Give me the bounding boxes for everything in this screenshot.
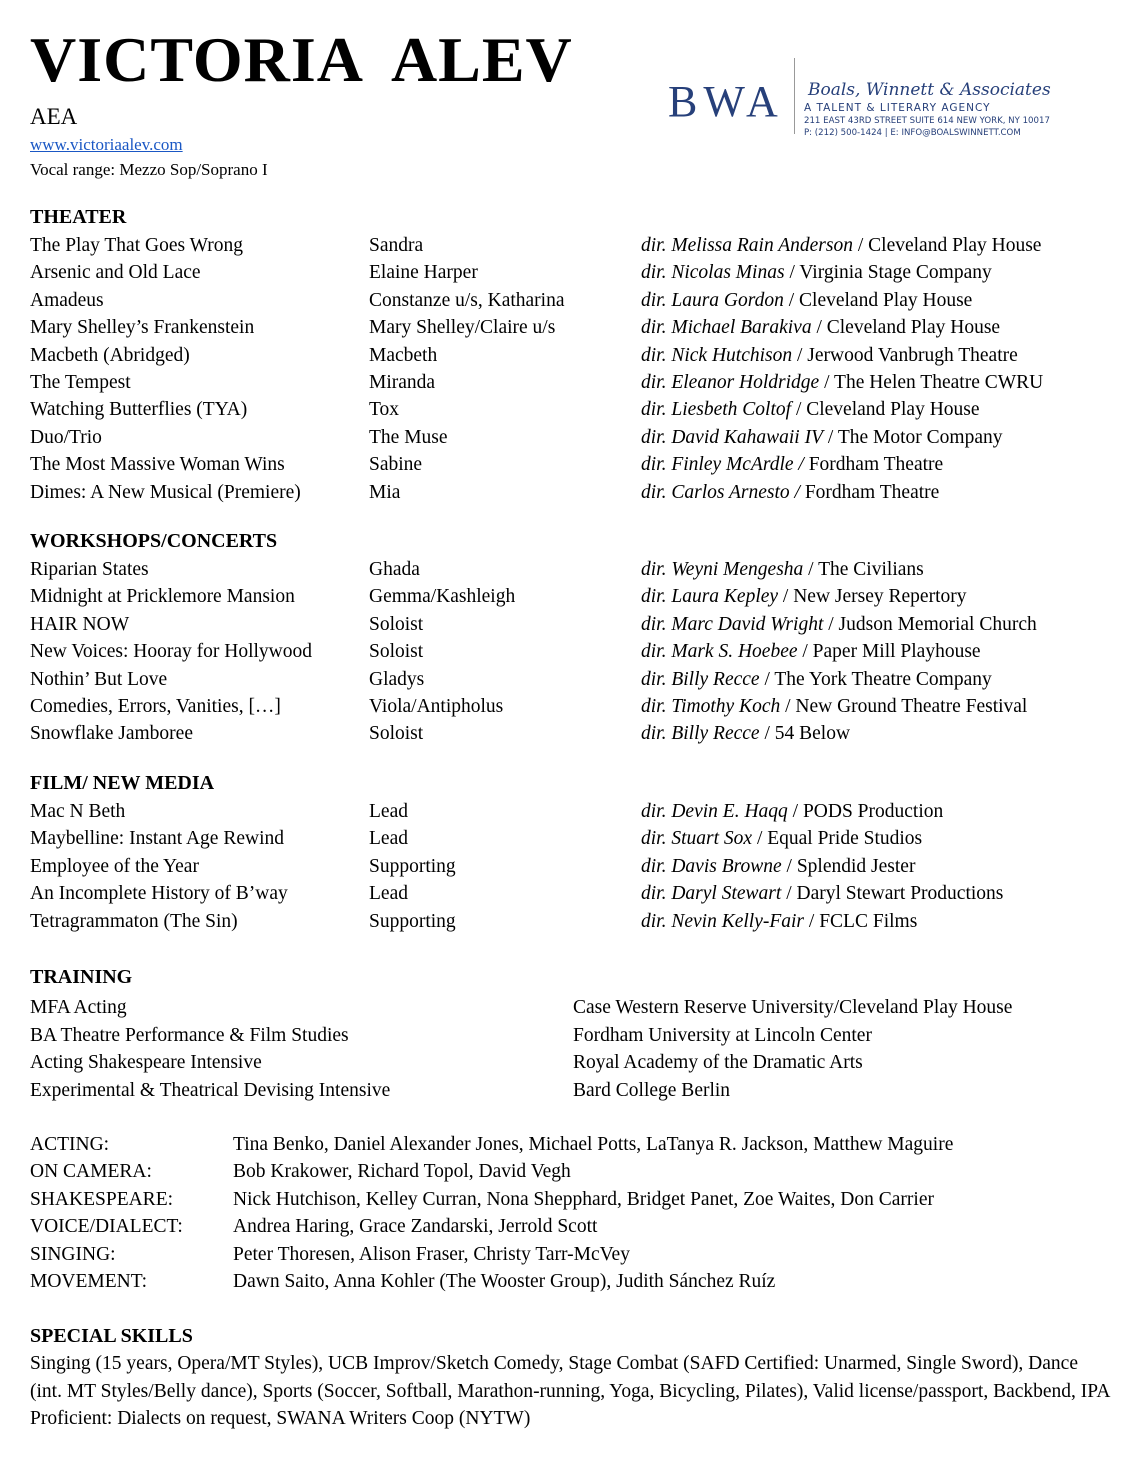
credit-title: Midnight at Pricklemore Mansion	[30, 586, 295, 608]
credit-role: Elaine Harper	[369, 262, 478, 284]
training-program: Acting Shakespeare Intensive	[30, 1052, 262, 1073]
credit-company: Fordham Theatre	[799, 481, 940, 503]
credit-director: dir. Billy Recce	[641, 723, 760, 745]
credit-row	[30, 556, 1130, 583]
credit-role: Constanze u/s, Katharina	[369, 289, 565, 311]
credit-role: Mia	[369, 481, 401, 503]
teacher-row	[30, 1213, 1130, 1240]
vocal-range: Vocal range: Mezzo Sop/Soprano I	[30, 160, 268, 179]
training-school: Royal Academy of the Dramatic Arts	[573, 1052, 863, 1073]
credit-director-company	[641, 825, 922, 852]
credit-company: / The Motor Company	[823, 426, 1003, 448]
credit-row	[30, 583, 1130, 610]
credit-director-company	[641, 479, 939, 506]
credit-title: Maybelline: Instant Age Rewind	[30, 828, 284, 850]
credit-director: dir. Stuart Sox	[641, 828, 753, 850]
credit-director-company	[641, 259, 992, 286]
teacher-row	[30, 1158, 1130, 1185]
credit-title: Duo/Trio	[30, 426, 102, 448]
special-skills-heading: SPECIAL SKILLS	[30, 1325, 193, 1347]
credit-title: Watching Butterflies (TYA)	[30, 399, 248, 421]
credit-director-company	[641, 583, 967, 610]
credit-role: Mary Shelley/Claire u/s	[369, 317, 556, 339]
teacher-row	[30, 1186, 1130, 1213]
credit-row	[30, 666, 1130, 693]
credit-row	[30, 396, 1130, 423]
credit-title: The Tempest	[30, 372, 131, 393]
credit-director-company	[641, 720, 850, 747]
credit-role: Lead	[369, 801, 408, 822]
credit-role: Viola/Antipholus	[369, 696, 504, 717]
credit-row	[30, 287, 1130, 314]
credit-company: / Cleveland Play House	[791, 399, 980, 421]
credit-title: The Play That Goes Wrong	[30, 235, 243, 256]
credit-company: / Paper Mill Playhouse	[797, 641, 981, 663]
credit-director-company	[641, 396, 980, 423]
credit-director-company	[641, 314, 1000, 341]
credit-role: Supporting	[369, 855, 456, 877]
credit-role: Soloist	[369, 641, 424, 663]
teacher-category: MOVEMENT:	[30, 1271, 148, 1292]
credit-row	[30, 880, 1130, 907]
credit-role: Sabine	[369, 454, 423, 476]
actor-name: VICTORIA ALEV	[30, 24, 573, 95]
credit-company: / New Ground Theatre Festival	[780, 696, 1028, 717]
credit-role: Sandra	[369, 235, 424, 256]
credit-director-company	[641, 853, 915, 880]
credit-title: Riparian States	[30, 559, 149, 580]
credit-company: / The Civilians	[803, 559, 924, 580]
credit-director-company	[641, 287, 972, 314]
credit-company: / Virginia Stage Company	[784, 262, 992, 284]
theater-heading: THEATER	[30, 206, 127, 228]
credit-director: dir. Eleanor Holdridge	[641, 372, 820, 393]
teacher-names: Andrea Haring, Grace Zandarski, Jerrold Scott	[233, 1216, 598, 1238]
teacher-names: Nick Hutchison, Kelley Curran, Nona Shepphard, Bridget Panet, Zoe Waites, Don Carrier	[233, 1188, 934, 1210]
credit-role: Gemma/Kashleigh	[369, 586, 516, 608]
credit-company: / Cleveland Play House	[783, 289, 973, 311]
credit-role: Lead	[369, 883, 408, 905]
credit-title: An Incomplete History of B’way	[30, 883, 288, 905]
training-school: Bard College Berlin	[573, 1079, 731, 1101]
teacher-names: Bob Krakower, Richard Topol, David Vegh	[233, 1161, 571, 1183]
credit-director: dir. Nick Hutchison	[641, 344, 793, 366]
agency-address: 211 EAST 43RD STREET SUITE 614 NEW YORK, NY 10017	[804, 116, 1050, 126]
agency-logo	[668, 54, 1128, 144]
workshops-heading: WORKSHOPS/CONCERTS	[30, 530, 278, 552]
credit-row	[30, 908, 1130, 935]
agency-name: Boals, Winnett & Associates	[808, 80, 1051, 100]
credit-director: dir. Daryl Stewart	[641, 883, 782, 905]
credit-director: dir. Mark S. Hoebee	[641, 641, 798, 663]
credit-director: dir. Liesbeth Coltof	[641, 399, 792, 421]
credit-role: Miranda	[369, 372, 436, 393]
credit-company: / New Jersey Repertory	[778, 586, 967, 608]
credit-director: dir. Finley McArdle /	[641, 454, 804, 476]
credit-row	[30, 853, 1130, 880]
film-heading: FILM/ NEW MEDIA	[30, 772, 215, 794]
training-program: Experimental & Theatrical Devising Intensive	[30, 1079, 391, 1101]
credit-row	[30, 424, 1130, 451]
credit-row	[30, 611, 1130, 638]
special-skills-text: Singing (15 years, Opera/MT Styles), UCB Improv/Sketch Comedy, Stage Combat (SAFD Certified: Unarmed, Single Sword), Dance (int. MT Styles/Belly dance), Sports (Soccer, Softball, Marathon-running, Yoga, Bicycling, Pilates), Valid license/passport, Backbend, IPA Proficient: Dialects on request, SWANA Writers Coop (NYTW)	[30, 1353, 1110, 1429]
credit-director: dir. Davis Browne	[641, 855, 782, 877]
teacher-row	[30, 1241, 1130, 1268]
credit-company: Fordham Theatre	[803, 454, 944, 476]
credit-role: Macbeth	[369, 344, 438, 366]
credit-title: Mac N Beth	[30, 801, 126, 822]
credit-row	[30, 232, 1130, 259]
credit-title: Amadeus	[30, 289, 104, 311]
credit-row	[30, 451, 1130, 478]
credit-director-company	[641, 424, 1002, 451]
credit-director-company	[641, 556, 924, 583]
training-school: Case Western Reserve University/Cleveland Play House	[573, 997, 1013, 1018]
credit-director-company	[641, 342, 1018, 369]
credit-director: dir. Nicolas Minas	[641, 262, 785, 284]
credit-row	[30, 720, 1130, 747]
credit-title: Nothin’ But Love	[30, 668, 168, 690]
credit-row	[30, 314, 1130, 341]
credit-title: HAIR NOW	[30, 613, 130, 635]
credit-title: Mary Shelley’s Frankenstein	[30, 317, 255, 339]
credit-company: / The Helen Theatre CWRU	[819, 372, 1044, 393]
credit-role: Gladys	[369, 668, 425, 690]
credit-title: The Most Massive Woman Wins	[30, 454, 285, 476]
teacher-names: Dawn Saito, Anna Kohler (The Wooster Group), Judith Sánchez Ruíz	[233, 1271, 776, 1292]
credit-row	[30, 479, 1130, 506]
teacher-category: ON CAMERA:	[30, 1161, 152, 1183]
credit-director-company	[641, 451, 943, 478]
credit-role: Ghada	[369, 559, 420, 580]
teacher-category: VOICE/DIALECT:	[30, 1216, 183, 1238]
teacher-row	[30, 1131, 1130, 1158]
training-row	[30, 994, 1130, 1021]
teacher-category: SINGING:	[30, 1243, 116, 1265]
credit-director: dir. Michael Barakiva	[641, 317, 812, 339]
credit-role: Tox	[369, 399, 400, 421]
union-affiliation: AEA	[30, 104, 78, 129]
teacher-category: SHAKESPEARE:	[30, 1188, 174, 1210]
credit-title: Dimes: A New Musical (Premiere)	[30, 481, 301, 503]
credit-company: / The York Theatre Company	[759, 668, 992, 690]
credit-director: dir. Timothy Koch	[641, 696, 781, 717]
credit-row	[30, 369, 1130, 396]
credit-role: The Muse	[369, 426, 448, 448]
credit-company: / Cleveland Play House	[811, 317, 1001, 339]
credit-row	[30, 798, 1130, 825]
credit-company: / Equal Pride Studios	[752, 828, 923, 850]
training-program: BA Theatre Performance & Film Studies	[30, 1024, 349, 1046]
website-link[interactable]: www.victoriaalev.com	[30, 135, 183, 154]
credit-director-company	[641, 666, 992, 693]
credit-director: dir. Laura Gordon	[641, 289, 784, 311]
credit-director: dir. Melissa Rain Anderson	[641, 235, 853, 256]
credit-title: Employee of the Year	[30, 855, 199, 877]
credit-director: dir. Devin E. Haqq	[641, 801, 788, 822]
credit-director: dir. Nevin Kelly-Fair	[641, 910, 805, 932]
credit-director: dir. Carlos Arnesto /	[641, 481, 800, 503]
credit-company: / Splendid Jester	[781, 855, 916, 877]
credit-role: Soloist	[369, 723, 424, 745]
credit-row	[30, 693, 1130, 720]
credit-row	[30, 342, 1130, 369]
credit-row	[30, 259, 1130, 286]
credit-row	[30, 638, 1130, 665]
credit-director: dir. Billy Recce	[641, 668, 760, 690]
credit-director: dir. David Kahawaii IV	[641, 426, 824, 448]
credit-company: / FCLC Films	[804, 910, 918, 932]
credit-company: / PODS Production	[787, 801, 944, 822]
training-program: MFA Acting	[30, 997, 127, 1018]
credit-row	[30, 825, 1130, 852]
credit-director-company	[641, 798, 943, 825]
credit-company: / 54 Below	[759, 723, 851, 745]
credit-role: Lead	[369, 828, 408, 850]
credit-company: / Daryl Stewart Productions	[781, 883, 1004, 905]
credit-company: / Cleveland Play House	[852, 235, 1042, 256]
credit-role: Soloist	[369, 613, 424, 635]
teacher-row	[30, 1268, 1130, 1295]
credit-title: Snowflake Jamboree	[30, 723, 193, 745]
training-school: Fordham University at Lincoln Center	[573, 1024, 872, 1046]
credit-director-company	[641, 693, 1027, 720]
credit-director-company	[641, 880, 1003, 907]
agency-tagline: A TALENT & LITERARY AGENCY	[804, 102, 991, 114]
teacher-names: Peter Thoresen, Alison Fraser, Christy Tarr-McVey	[233, 1243, 630, 1265]
training-row	[30, 1022, 1130, 1049]
credit-company: / Judson Memorial Church	[823, 613, 1037, 635]
credit-title: Macbeth (Abridged)	[30, 344, 190, 366]
agency-logo-letters: BWA	[668, 77, 784, 126]
agency-logo-divider	[794, 58, 795, 134]
training-row	[30, 1049, 1130, 1076]
teacher-category: ACTING:	[30, 1134, 110, 1155]
credit-director-company	[641, 369, 1043, 396]
credit-company: / Jerwood Vanbrugh Theatre	[792, 344, 1018, 366]
training-heading: TRAINING	[30, 966, 133, 988]
teacher-names: Tina Benko, Daniel Alexander Jones, Michael Potts, LaTanya R. Jackson, Matthew Maguire	[233, 1134, 954, 1155]
credit-director: dir. Laura Kepley	[641, 586, 779, 608]
credit-title: Arsenic and Old Lace	[30, 262, 201, 284]
credit-director-company	[641, 638, 981, 665]
credit-director: dir. Marc David Wright	[641, 613, 824, 635]
credit-director-company	[641, 908, 917, 935]
training-row	[30, 1077, 1130, 1104]
credit-director: dir. Weyni Mengesha	[641, 559, 804, 580]
credit-title: New Voices: Hooray for Hollywood	[30, 641, 312, 663]
credit-director-company	[641, 611, 1037, 638]
credit-director-company	[641, 232, 1041, 259]
credit-title: Comedies, Errors, Vanities, […]	[30, 696, 281, 717]
credit-role: Supporting	[369, 910, 456, 932]
credit-title: Tetragrammaton (The Sin)	[30, 910, 238, 932]
agency-contact: P: (212) 500-1424 | E: INFO@BOALSWINNETT.COM	[804, 128, 1021, 138]
